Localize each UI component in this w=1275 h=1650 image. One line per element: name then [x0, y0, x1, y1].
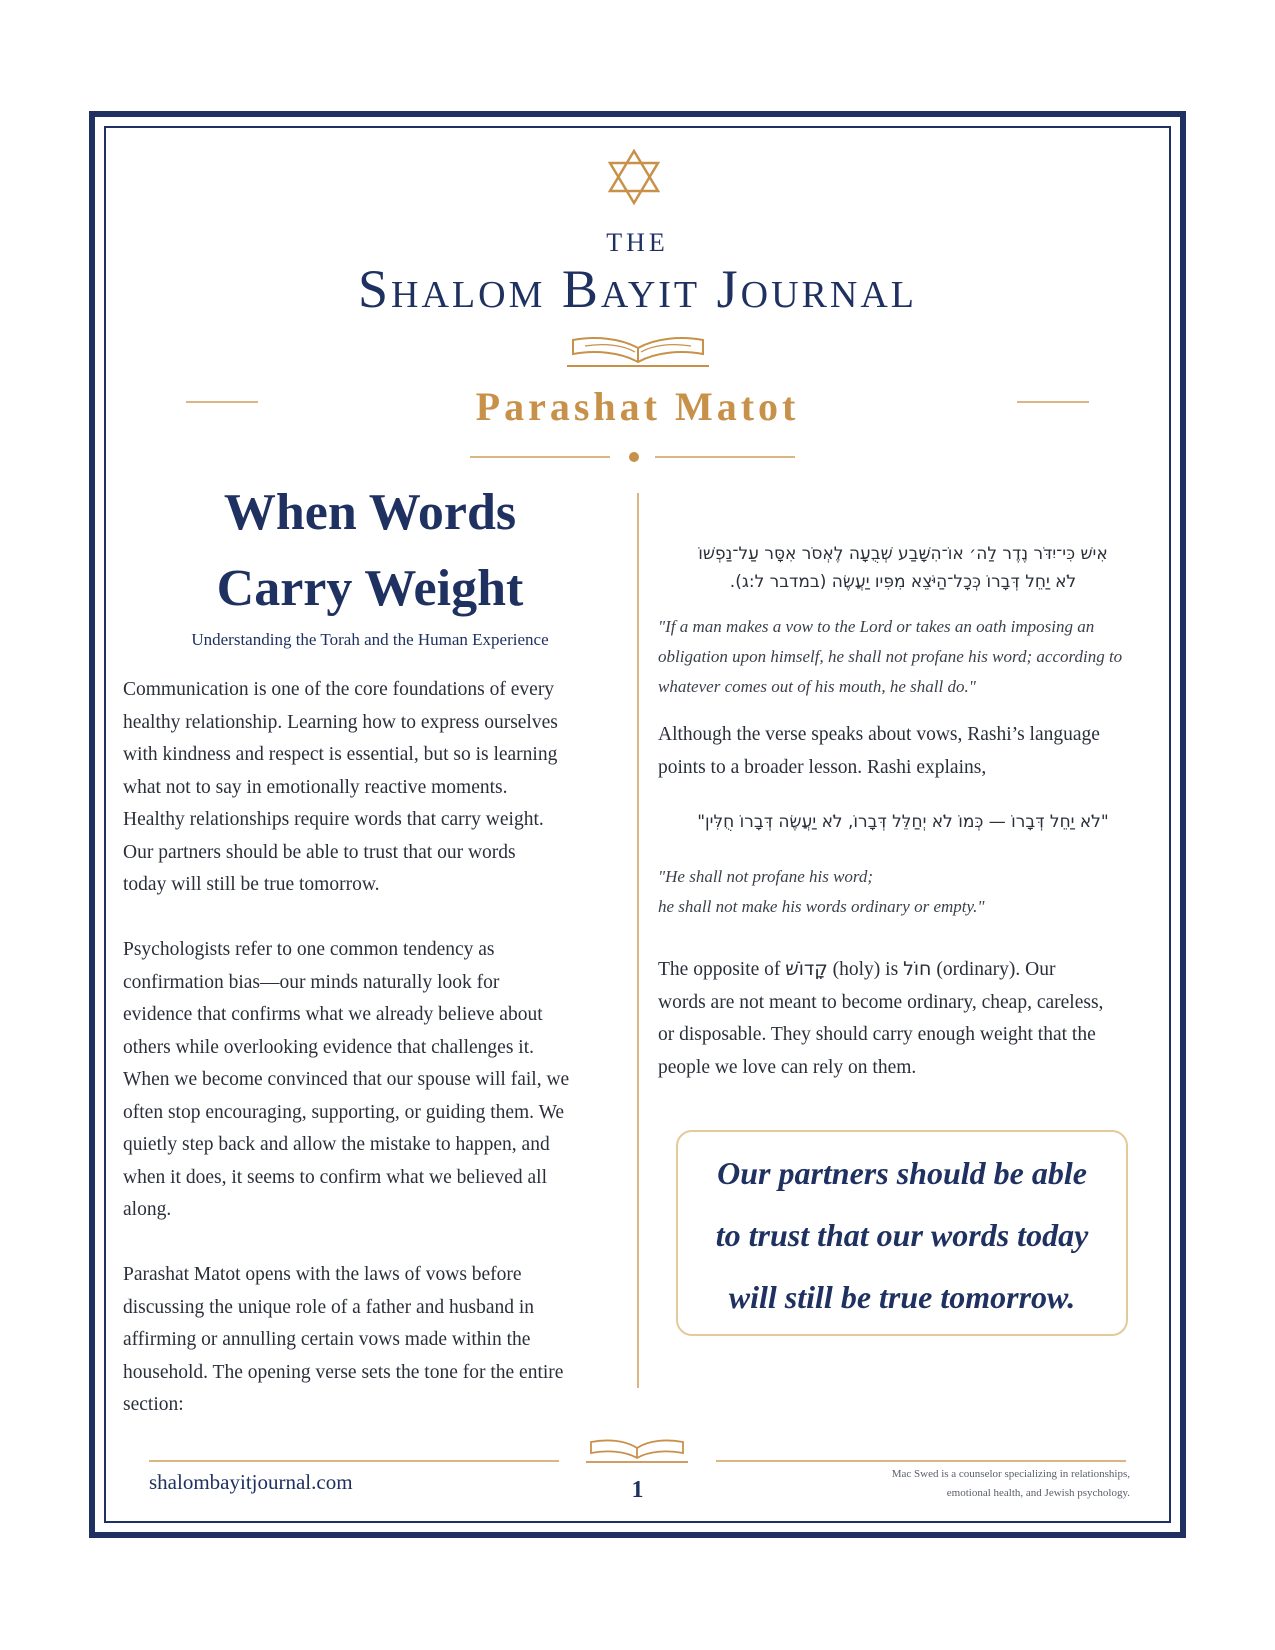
footer-book-icon — [585, 1436, 689, 1464]
left-paragraph-3: Parashat Matot opens with the laws of vows before discussing the unique role of a father and husband in affirming or annulling certain vows made within the household. The opening verse sets the tone for the entire section: — [123, 1264, 564, 1415]
footer-website-link[interactable]: shalombayitjournal.com — [149, 1470, 353, 1494]
column-divider — [637, 493, 639, 1388]
open-book-icon — [565, 332, 711, 368]
footer-rule-left — [149, 1460, 559, 1462]
footer-rule-right — [716, 1460, 1126, 1462]
parasha-heading: Parashat Matot — [475, 384, 800, 429]
author-bio: Mac Swed is a counselor specializing in relationships, emotional health, and Jewish psychology. — [891, 1468, 1130, 1499]
star-of-david-icon — [604, 147, 664, 207]
article-subtitle: Understanding the Torah and the Human Experience — [191, 630, 549, 649]
rashi-english: "He shall not profane his word; he shall not make his words ordinary or empty." — [658, 867, 985, 916]
left-paragraph-2: Psychologists refer to one common tendency as confirmation bias—our minds naturally look for evidence that confirms what we already believe about others while overlooking evidence that challenges it. When we become convinced that our spouse will fail, we often stop encouraging, supporting, or guiding them. We quietly step back and allow the mistake to happen, and when it does, it seems to confirm what we believed all along. — [123, 939, 570, 1220]
journal-title: Shalom Bayit Journal — [358, 259, 917, 319]
article-title-line2: Carry Weight — [216, 560, 524, 617]
left-paragraph-1: Communication is one of the core foundations of every healthy relationship. Learning how to express ourselves with kindness and respect is essential, but so is learning what not to say in emotionally reactive moments. Healthy relationships require words that carry weight. Our partners should be able to trust that our words today will still be true tomorrow. — [123, 679, 558, 895]
article-title-line1: When Words — [223, 484, 517, 541]
rashi-hebrew: "לֹא יַחֵל דְּבָרוֹ — כְּמוֹ לֹא יְחַלֵּל דְּבָרוֹ, לֹא יַעֲשֶׂה דְּבָרוֹ חֻלִּין" — [697, 812, 1109, 832]
verse-english: "If a man makes a vow to the Lord or takes an oath imposing an obligation upon himself, he shall not profane his word; according to whatever comes out of his mouth, he shall do." — [658, 617, 1123, 696]
pull-quote: Our partners should be able to trust that our words today will still be true tomorrow. — [715, 1155, 1089, 1315]
masthead-the: THE — [606, 228, 669, 257]
divider-left — [470, 456, 610, 458]
divider-right — [655, 456, 795, 458]
divider-dot — [629, 452, 639, 462]
opposite-paragraph: The opposite of קָדוֹשׁ (holy) is חוֹל (ordinary). Our words are not meant to become ordinary, cheap, careless, or disposable. They should carry enough weight that the people we love can rely on them. — [658, 958, 1104, 1078]
page-number: 1 — [631, 1477, 644, 1503]
rashi-intro: Although the verse speaks about vows, Rashi’s language points to a broader lesson. Rashi explains, — [658, 724, 1100, 778]
verse-hebrew: אִישׁ כִּי־יִדֹּר נֶדֶר לַה׳ אוֹ־הִשָּׁבַע שְׁבֻעָה לֶאְסֹר אִסָּר עַל־נַפְשׁוֹ לֹא יַחֵל דְּבָרוֹ כְּכָל־הַיֹּצֵא מִפִּיו יַעֲשֶׂה (במדבר ל:ג). — [698, 544, 1108, 592]
